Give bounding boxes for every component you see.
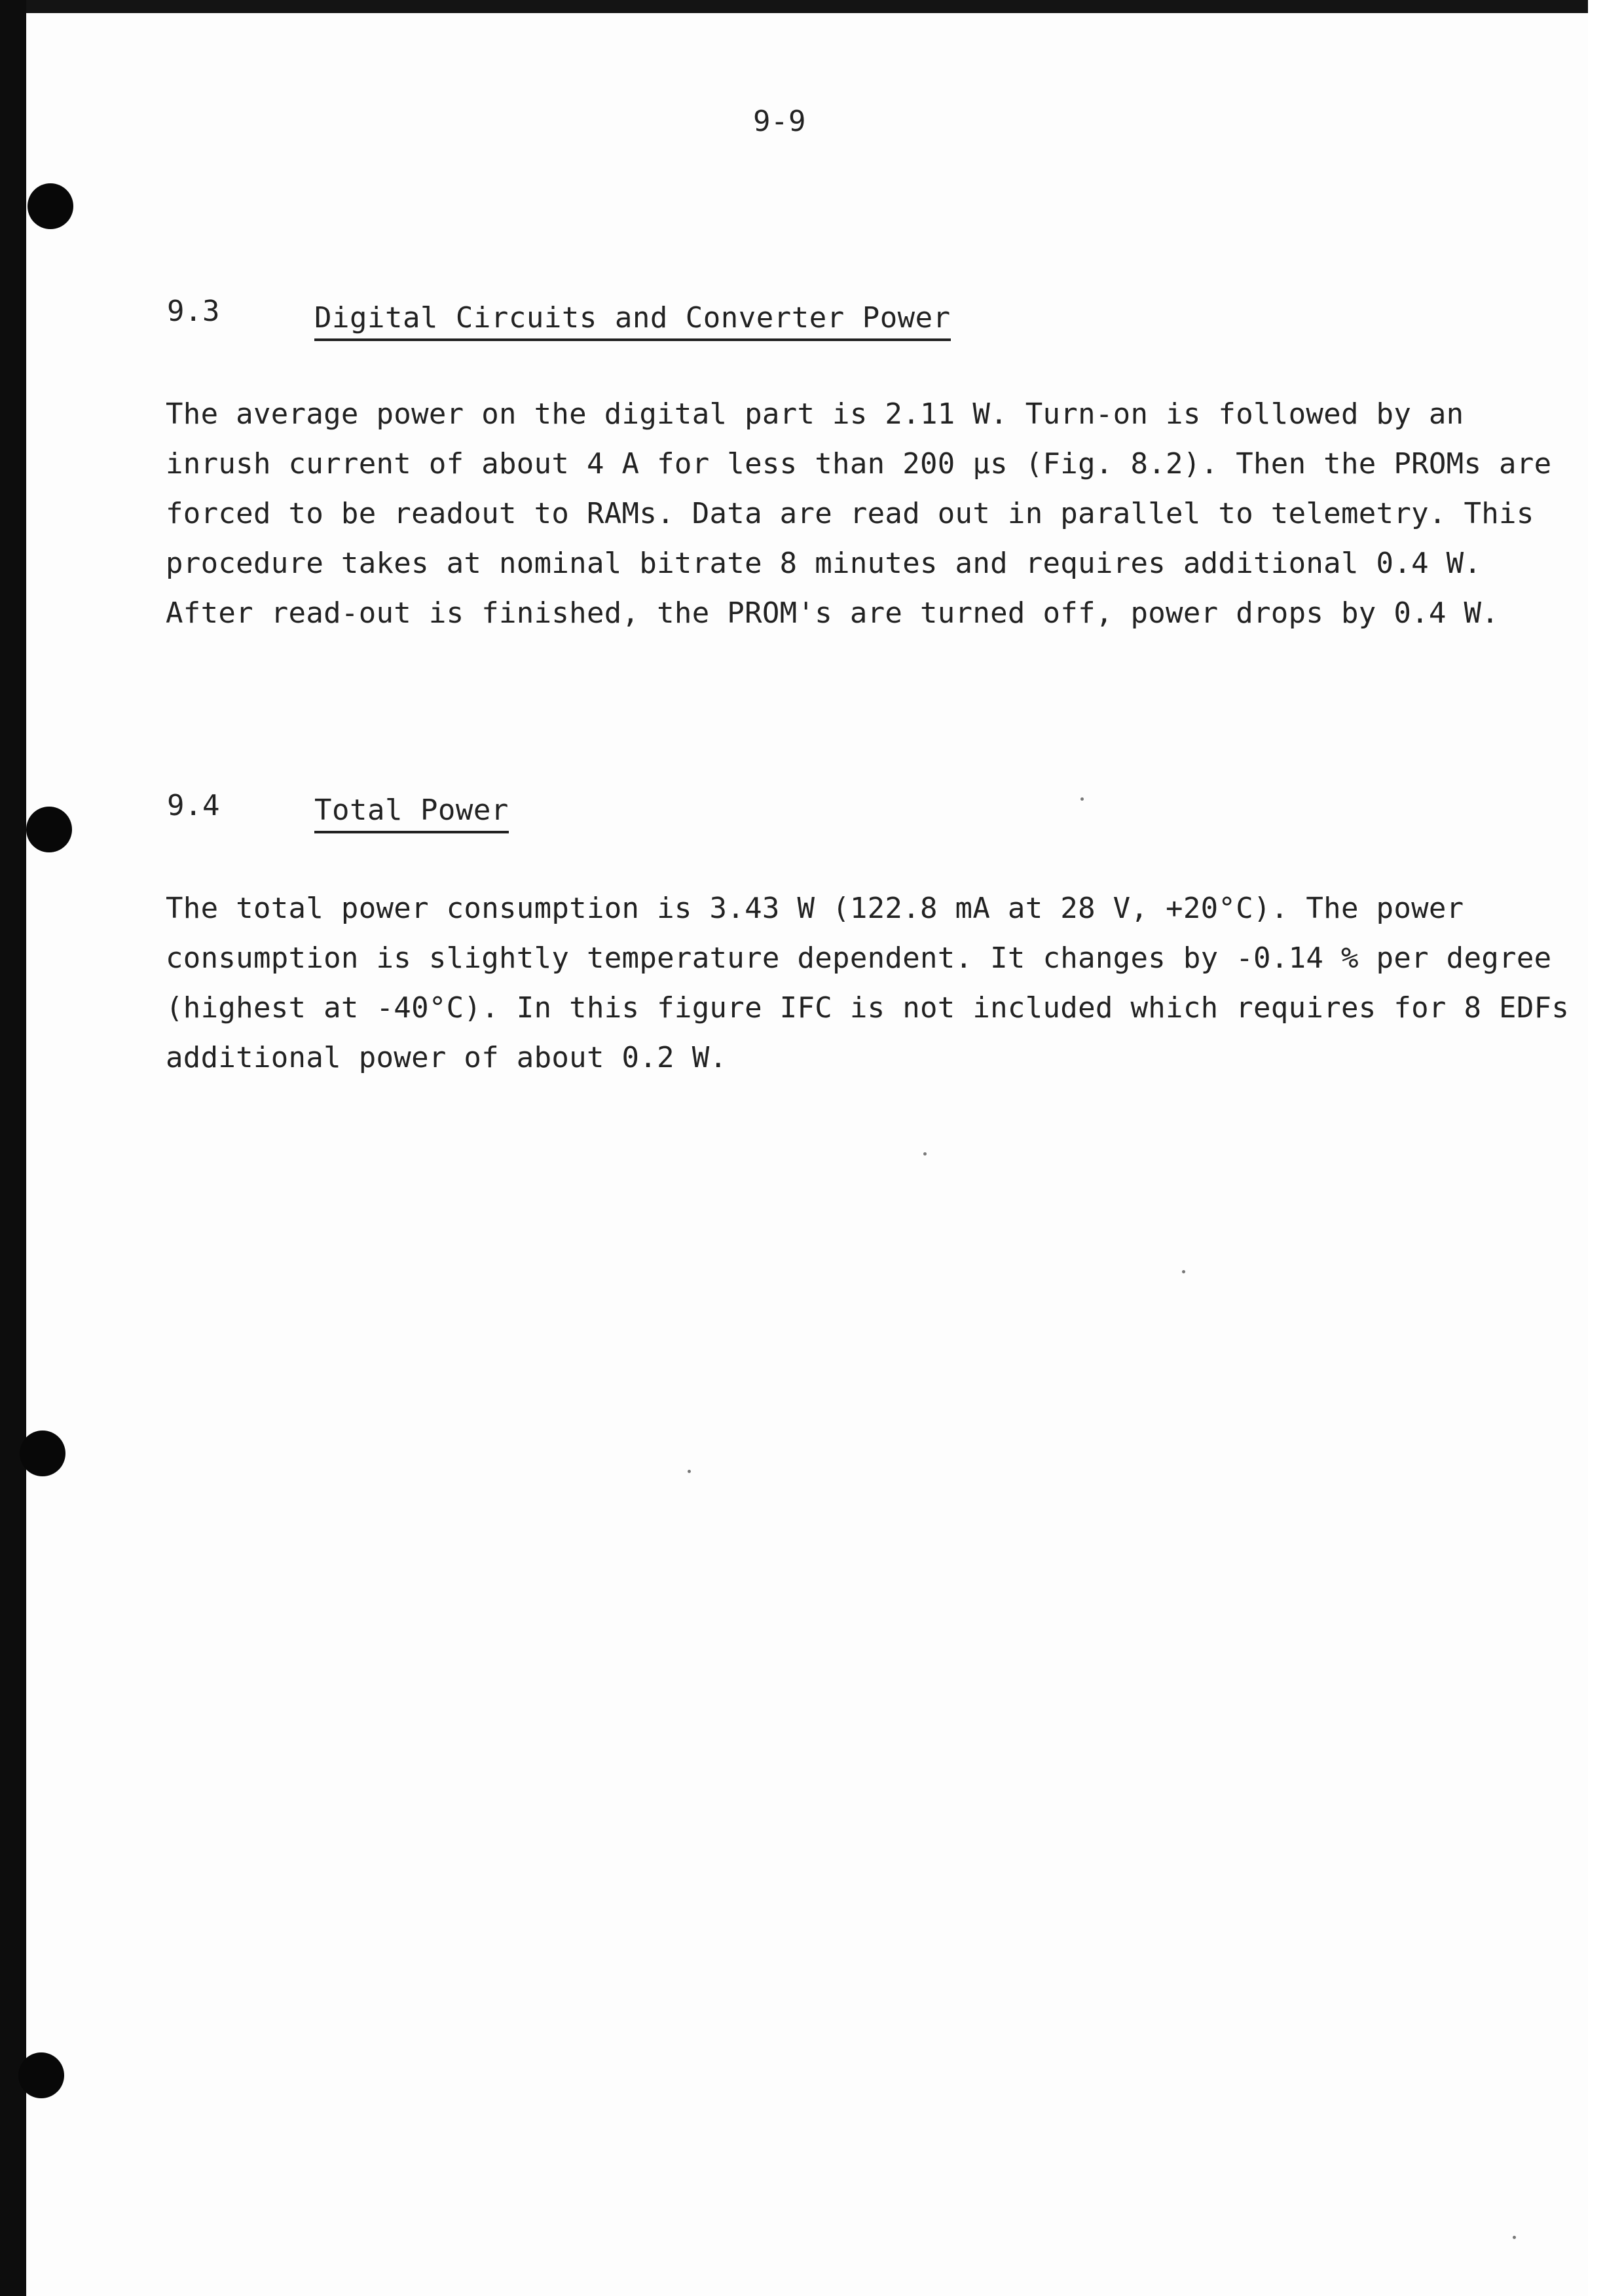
section-number: 9.3 xyxy=(167,295,220,328)
section-title: Total Power xyxy=(314,793,509,833)
scan-speck xyxy=(1080,797,1084,801)
scan-border-right xyxy=(1588,0,1624,2296)
scan-speck xyxy=(1513,2236,1516,2239)
paragraph-line: inrush current of about 4 A for less than 200 µs (Fig. 8.2). Then the PROMs are xyxy=(166,447,1552,481)
paragraph-line: additional power of about 0.2 W. xyxy=(166,1041,728,1074)
paragraph-line: The total power consumption is 3.43 W (122.8 mA at 28 V, +20°C). The power xyxy=(166,892,1464,925)
punch-hole xyxy=(18,2052,64,2098)
scan-speck xyxy=(923,1152,927,1156)
section-paragraph xyxy=(166,390,1552,638)
section-number: 9.4 xyxy=(167,789,220,822)
paragraph-line: forced to be readout to RAMs. Data are read out in parallel to telemetry. This xyxy=(166,497,1534,530)
punch-hole xyxy=(20,1430,65,1476)
scan-speck xyxy=(1182,1270,1185,1273)
document-page xyxy=(26,13,1588,2296)
paragraph-line: consumption is slightly temperature dependent. It changes by -0.14 % per degree xyxy=(166,941,1552,975)
punch-hole xyxy=(28,183,73,229)
paragraph-line: The average power on the digital part is 2.11 W. Turn-on is followed by an xyxy=(166,397,1464,431)
punch-hole xyxy=(26,807,72,852)
scan-border-top xyxy=(0,0,1588,13)
scan-speck xyxy=(688,1470,691,1473)
page-number: 9-9 xyxy=(753,105,806,138)
paragraph-line: (highest at -40°C). In this figure IFC is not included which requires for 8 EDFs xyxy=(166,991,1570,1025)
section-title: Digital Circuits and Converter Power xyxy=(314,301,951,341)
scan-border-left xyxy=(0,0,26,2296)
paragraph-line: procedure takes at nominal bitrate 8 minutes and requires additional 0.4 W. xyxy=(166,547,1482,580)
paragraph-line: After read-out is finished, the PROM's are turned off, power drops by 0.4 W. xyxy=(166,596,1500,630)
section-paragraph xyxy=(166,884,1570,1083)
